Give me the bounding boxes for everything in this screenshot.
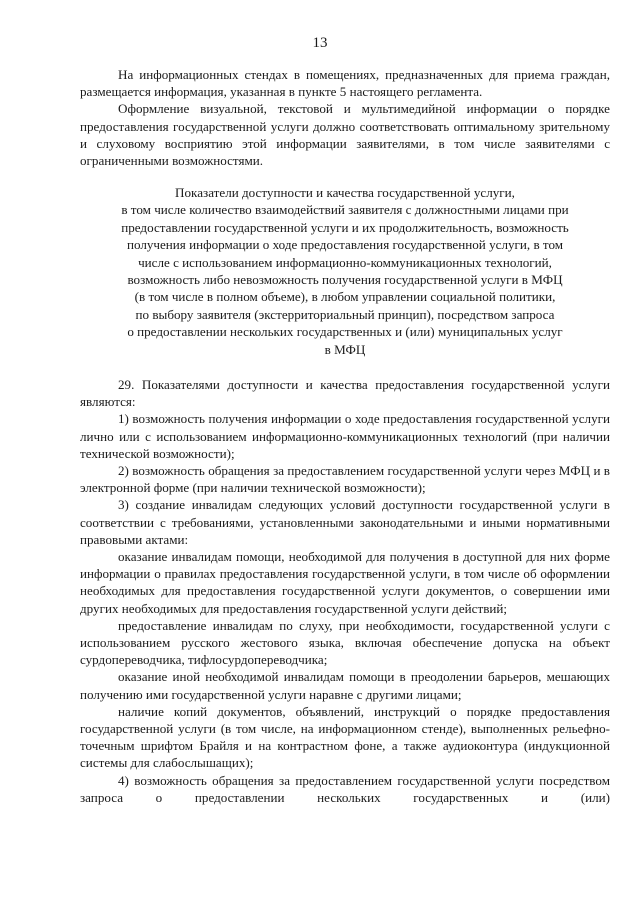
heading-line: в том числе количество взаимодействий заявителя с должностными лицами при — [121, 202, 569, 218]
body-paragraph: наличие копий документов, объявлений, инструкций о порядке предоставления государственной услуги (в том числе, на информационном стенде), выполненных рельефно-точечным шрифтом Брайля и на контрастном фоне, а также аудиоконтура (индукционной системы для слабослышащих); — [80, 703, 610, 771]
section-heading — [76, 184, 614, 358]
heading-line: о предоставлении нескольких государственных и (или) муниципальных услуг — [127, 324, 563, 340]
main-section — [80, 376, 610, 806]
list-item-paragraph: 3) создание инвалидам следующих условий доступности государственной услуги в соответствии с требованиями, установленными законодательными и иными нормативными правовыми актами: — [80, 497, 610, 547]
intro-section — [80, 66, 610, 169]
list-item-paragraph: 1) возможность получения информации о ходе предоставления государственной услуги лично или с использованием информационно-коммуникационных технологий (при наличии технической возможности); — [80, 411, 610, 461]
intro-paragraph: Оформление визуальной, текстовой и мультимедийной информации о порядке предоставления государственной услуги должно соответствовать оптимальному зрительному и слуховому восприятию этой информации заявителями, в том числе заявителями с ограниченными возможностями. — [80, 101, 610, 169]
body-paragraph: оказание иной необходимой инвалидам помощи в преодолении барьеров, мешающих получению ими государственной услуги наравне с другими лицами; — [80, 669, 610, 702]
heading-line: предоставлении государственной услуги и их продолжительность, возможность — [121, 219, 569, 235]
heading-line: в МФЦ — [324, 341, 366, 357]
intro-paragraph: На информационных стендах в помещениях, предназначенных для приема граждан, размещается информация, указанная в пункте 5 настоящего регламента. — [80, 67, 610, 100]
list-item-paragraph: 4) возможность обращения за предоставлением государственной услуги посредством запроса о предоставлении нескольких государственных и (или) — [80, 772, 610, 805]
list-item-paragraph: 2) возможность обращения за предоставлением государственной услуги через МФЦ и в электронной форме (при наличии технической возможности); — [80, 463, 610, 496]
body-paragraph: предоставление инвалидам по слуху, при необходимости, государственной услуги с использованием русского жестового языка, включая обеспечение допуска на объект сурдопереводчика, тифлосурдопереводчика; — [80, 617, 610, 668]
heading-line: возможность либо невозможность получения государственной услуги в МФЦ — [127, 272, 563, 288]
body-paragraph: оказание инвалидам помощи, необходимой для получения в доступной для них форме информации о правилах предоставления государственной услуги, в том числе об оформлении необходимых для предоставления государственной услуги документов, о совершении ими других необходимых для предоставления государственной услуги действий; — [80, 549, 610, 616]
body-paragraph: 29. Показателями доступности и качества предоставления государственной услуги являются: — [80, 377, 610, 410]
heading-line: Показатели доступности и качества государственной услуги, — [175, 185, 515, 200]
heading-line: получения информации о ходе предоставления государственной услуги, в том — [126, 237, 564, 253]
heading-line: (в том числе в полном объеме), в любом управлении социальной политики, — [134, 289, 556, 305]
page-number: 13 — [312, 35, 328, 51]
heading-line: числе с использованием информационно-коммуникационных технологий, — [138, 254, 552, 270]
heading-line: по выбору заявителя (экстерриториальный принцип), посредством запроса — [135, 306, 555, 322]
